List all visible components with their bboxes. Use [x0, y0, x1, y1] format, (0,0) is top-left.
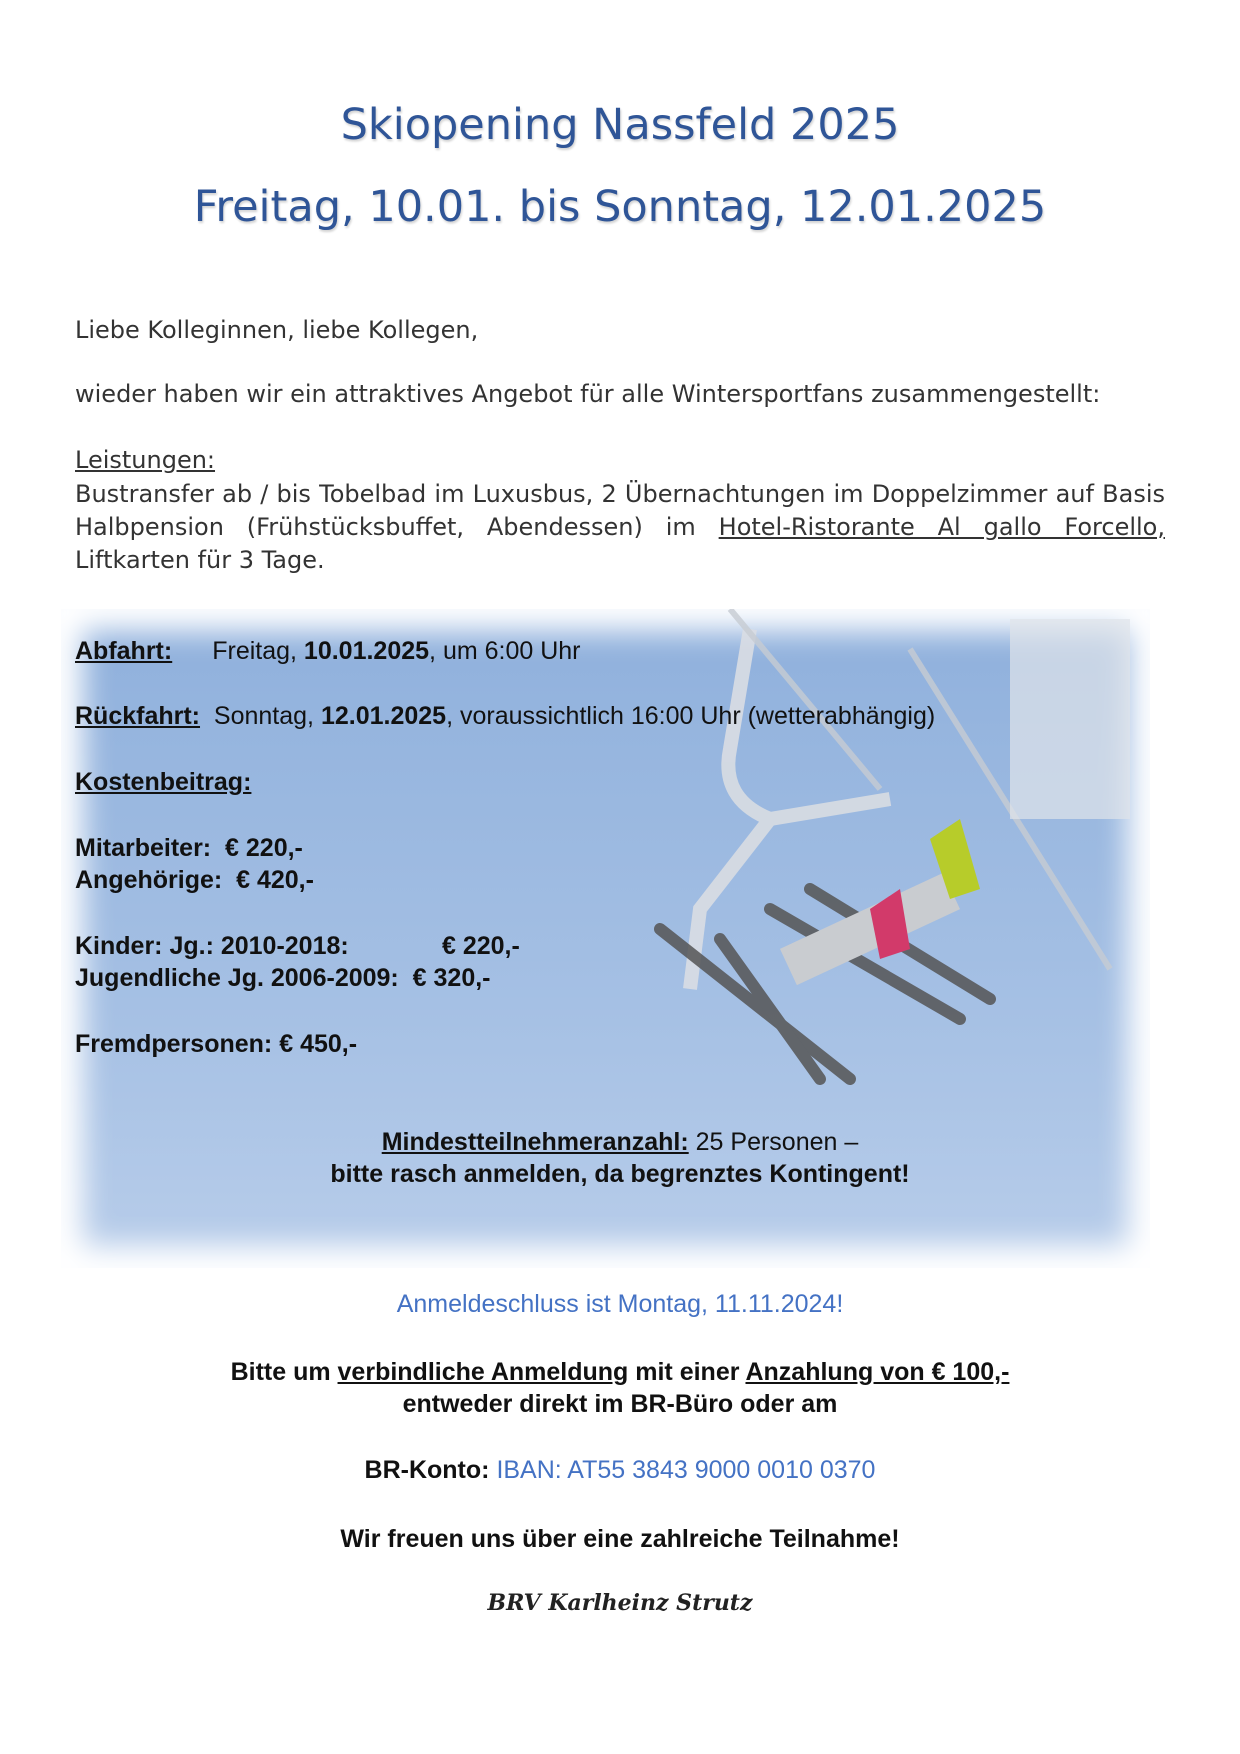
- greeting: Liebe Kolleginnen, liebe Kollegen,: [75, 316, 479, 344]
- cost-label: Kostenbeitrag:: [75, 768, 252, 796]
- registration-options: entweder direkt im BR-Büro oder am: [402, 1390, 838, 1418]
- return-label: Rückfahrt:: [75, 702, 201, 730]
- price-value: € 220,-: [225, 834, 303, 862]
- hotel-name: Hotel-Ristorante Al gallo Forcello,: [718, 513, 1165, 541]
- chairlift-illustration: [630, 609, 1150, 1129]
- closing-text: Wir freuen uns über eine zahlreiche Teilnahme!: [340, 1525, 900, 1553]
- leistungen-label: [75, 446, 215, 474]
- departure-row: [75, 637, 581, 666]
- price-label: Jugendliche Jg. 2006-2009:: [75, 964, 399, 992]
- note-text: Bitte um: [230, 1358, 338, 1386]
- document-title: Skiopening Nassfeld 2025: [340, 100, 900, 150]
- iban: IBAN: AT55 3843 9000 0010 0370: [496, 1456, 876, 1484]
- price-label: Angehörige:: [75, 866, 223, 894]
- min-count: 25 Personen –: [688, 1128, 859, 1156]
- return-date: 12.01.2025: [320, 702, 447, 730]
- min-label: Mindestteilnehmeranzahl:: [381, 1128, 689, 1156]
- event-dates: Freitag, 10.01. bis Sonntag, 12.01.2025: [193, 182, 1047, 232]
- registration-deadline: Anmeldeschluss ist Montag, 11.11.2024!: [396, 1290, 844, 1318]
- price-value: € 220,-: [442, 932, 520, 960]
- intro-text: wieder haben wir ein attraktives Angebot für alle Wintersportfans zusammengestellt:: [75, 380, 1101, 408]
- price-label: Fremdpersonen:: [75, 1030, 273, 1058]
- return-time: , voraussichtlich 16:00 Uhr (wetterabhängig): [446, 702, 936, 730]
- bank-account: [0, 1456, 1240, 1485]
- price-value: € 320,-: [412, 964, 491, 992]
- departure-date: 10.01.2025: [303, 637, 430, 665]
- min-participants: [0, 1128, 1240, 1157]
- price-value: € 420,-: [236, 866, 314, 894]
- departure-time: , um 6:00 Uhr: [429, 637, 581, 665]
- services-text: Bustransfer ab / bis Tobelbad im Luxusbus, 2 Übernachtungen im Doppelzimmer auf Basis Halbpension (Frühstücksbuffet, Abendessen) im: [75, 480, 1165, 541]
- cost-heading: [75, 768, 251, 797]
- price-value: € 450,-: [279, 1030, 358, 1058]
- return-day: Sonntag,: [213, 702, 321, 730]
- departure-label: Abfahrt:: [75, 637, 173, 665]
- price-row: [75, 932, 520, 961]
- signature: BRV Karlheinz Strutz: [487, 1590, 753, 1616]
- price-row: [75, 1030, 357, 1059]
- services-text-end: Liftkarten für 3 Tage.: [75, 546, 325, 574]
- price-row: [75, 866, 314, 895]
- price-row: [75, 964, 491, 993]
- departure-day: Freitag,: [212, 637, 304, 665]
- return-row: [75, 702, 935, 731]
- binding-registration: verbindliche Anmeldung: [337, 1358, 629, 1386]
- price-label: Mitarbeiter:: [75, 834, 212, 862]
- leistungen-heading: Leistungen:: [75, 446, 216, 474]
- account-label: BR-Konto:: [364, 1456, 497, 1484]
- leistungen-text: [75, 478, 1165, 577]
- deposit-amount: Anzahlung von € 100,-: [745, 1358, 1010, 1386]
- price-label: Kinder: Jg.: 2010-2018:: [75, 932, 349, 960]
- price-row: [75, 834, 303, 863]
- registration-note: [0, 1358, 1240, 1387]
- min-note: bitte rasch anmelden, da begrenztes Kontingent!: [330, 1160, 910, 1188]
- note-text: mit einer: [628, 1358, 746, 1386]
